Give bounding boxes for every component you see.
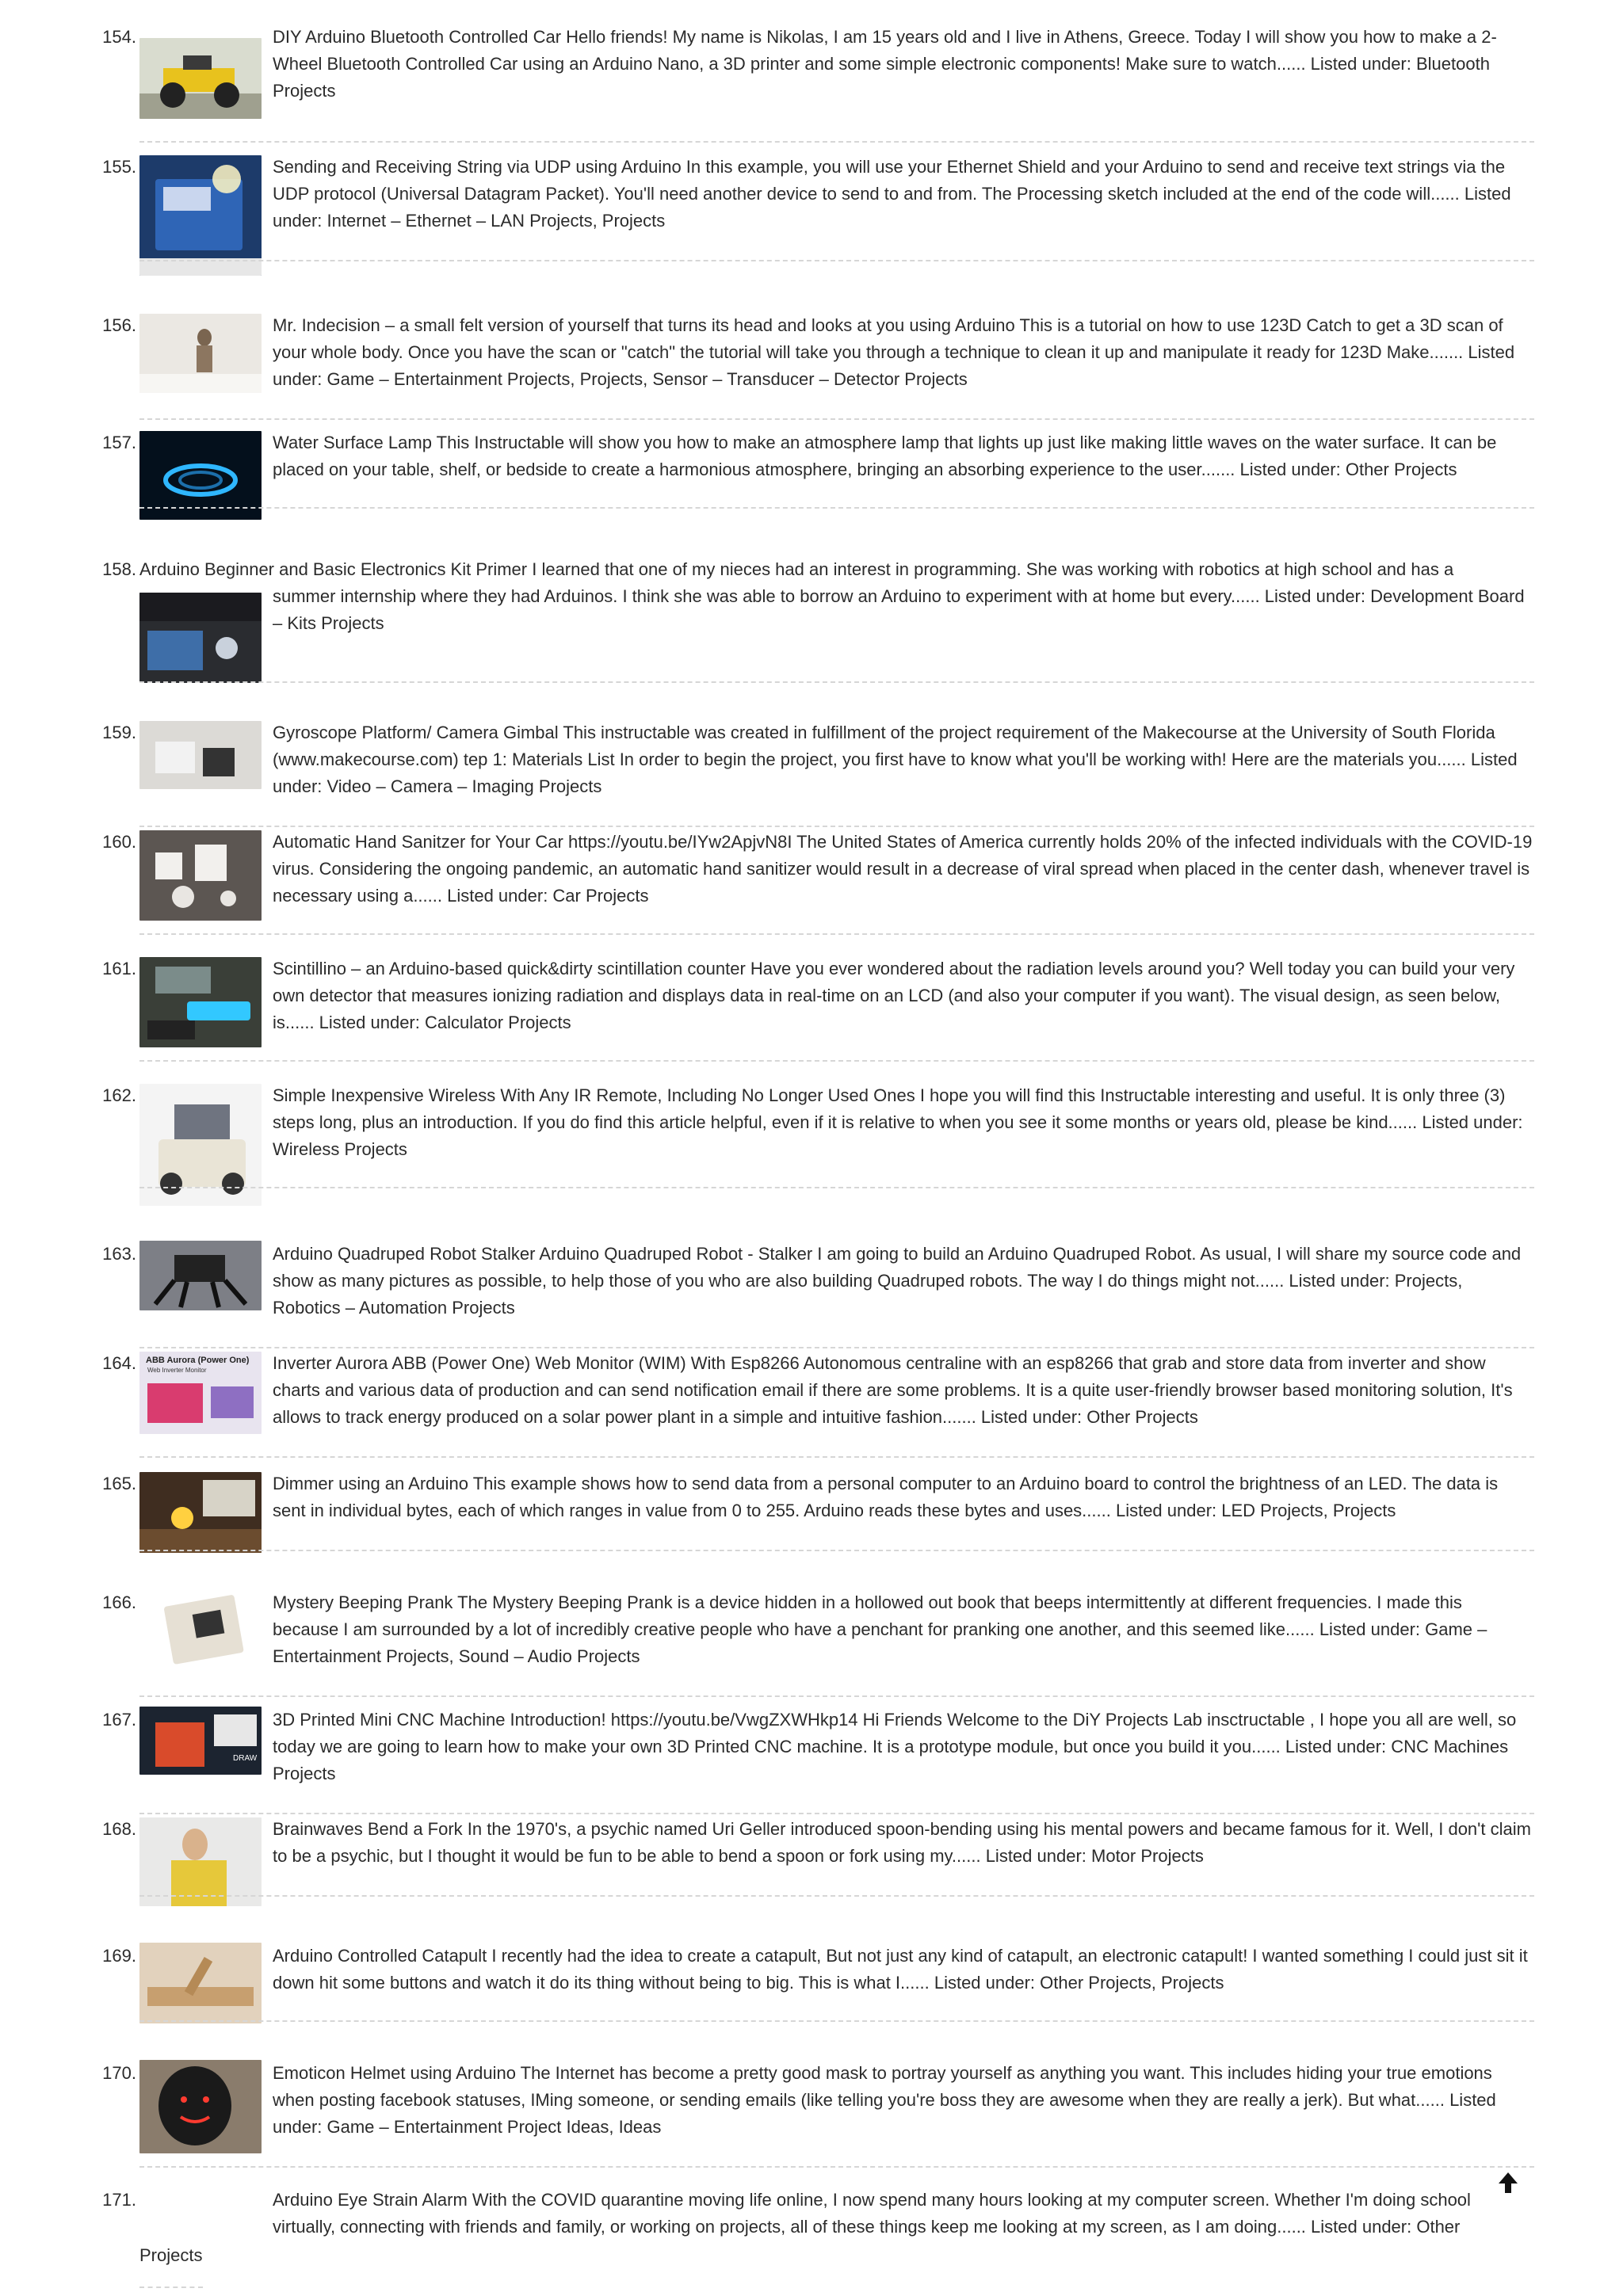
divider <box>139 141 1534 143</box>
thumb-subcaption: Web Inverter Monitor <box>147 1367 207 1374</box>
item-description: Emoticon Helmet using Arduino The Internet has become a pretty good mask to portray yourself as anything you want. This includes hiding your true emotions when posting facebook statuses, IMing someone, or sending emails (like telling you're boss they are awesome when they are really a jerk). But what...... Listed under: Game – Entertainment Project Ideas, Ideas <box>273 2063 1496 2137</box>
item-number: 164. <box>102 1353 136 1373</box>
divider <box>139 507 1534 509</box>
item-description: Gyroscope Platform/ Camera Gimbal This instructable was created in fulfillment of the project requirement of the Makecourse at the University of South Florida (www.makecourse.com) tep 1: Materials List In order to begin the project, you first have to know what you'll be working with! Here are the materials you...... Listed under: Video – Camera – Imaging Projects <box>273 723 1518 796</box>
divider <box>139 2286 203 2288</box>
thumbnail-image[interactable] <box>139 1817 262 1906</box>
item-description: Arduino Quadruped Robot Stalker Arduino Quadruped Robot - Stalker I am going to build an Arduino Quadruped Robot. As usual, I will share my source code and show as many pictures as possible, to help those of you who are also building Quadruped robots. The way I do things might not...... Listed under: Projects, Robotics – Automation Projects <box>273 1244 1522 1318</box>
thumbnail-image[interactable] <box>139 314 262 393</box>
item-number: 170. <box>102 2063 136 2083</box>
item-number: 159. <box>102 723 136 742</box>
item-description: 3D Printed Mini CNC Machine Introduction! https://youtu.be/VwgZXWHkp14 Hi Friends Welcome to the DiY Projects Lab insctructable , I hope you all are well, so today we are going to learn how to make your own 3D Printed CNC machine. It is a prototype module, but once you build it you...... Listed under: CNC Machines Projects <box>273 1710 1517 1783</box>
divider <box>139 1813 1534 1814</box>
thumbnail-image[interactable] <box>139 721 262 789</box>
item-number: 158. <box>102 559 136 579</box>
divider <box>139 933 1534 935</box>
thumbnail-image[interactable] <box>139 1707 262 1775</box>
thumbnail-image[interactable] <box>139 38 262 119</box>
divider <box>139 1347 1534 1348</box>
item-title-line: Arduino Beginner and Basic Electronics Kit Primer I learned that one of my nieces had an interest in programming. She was working with robotics at high school and has a <box>139 559 1454 579</box>
divider <box>139 681 1534 683</box>
item-description: Inverter Aurora ABB (Power One) Web Monitor (WIM) With Esp8266 Autonomous centraline with an esp8266 that grab and store data from inverter and show charts and various data of production and can send notification email if there are some problems. It is a quite user-friendly browser based monitoring solution, It's allows to track energy produced on a solar power plant in a simple and intuitive fashion....... Listed under: Other Projects <box>273 1353 1513 1427</box>
item-description: summer internship where they had Arduinos. I think she was able to borrow an Arduino to experiment with at home but every...... Listed under: Development Board – Kits Projects <box>273 586 1525 633</box>
thumbnail-image[interactable] <box>139 957 262 1047</box>
divider <box>139 2020 1534 2022</box>
thumbnail-image[interactable] <box>139 2060 262 2153</box>
item-number: 168. <box>102 1819 136 1839</box>
item-number: 166. <box>102 1592 136 1612</box>
item-number: 171. <box>102 2190 136 2210</box>
item-description: Simple Inexpensive Wireless With Any IR Remote, Including No Longer Used Ones I hope you will find this Instructable interesting and useful. It is only three (3) steps long, plus an introduction. If you do find this article helpful, even if it is relative to when you see it some months or years old, please be kind...... Listed under: Wireless Projects <box>273 1085 1523 1159</box>
item-number: 162. <box>102 1085 136 1105</box>
item-description: Mystery Beeping Prank The Mystery Beeping Prank is a device hidden in a hollowed out book that beeps intermittently at different frequencies. I made this because I am surrounded by a lot of incredibly creative people who have a penchant for pranking one another, and this seemed like...... Listed under: Game – Entertainment Projects, Sound – Audio Projects <box>273 1592 1487 1666</box>
divider <box>139 1895 1534 1897</box>
item-description-trail: Projects <box>139 2245 203 2265</box>
item-description: Arduino Controlled Catapult I recently had the idea to create a catapult, But not just any kind of catapult, an electronic catapult! I wanted something I could just sit it down hit some buttons and watch it do its thing without being to big. This is what I...... Listed under: Other Projects, Projects <box>273 1946 1528 1993</box>
divider <box>139 1060 1534 1062</box>
item-description: Water Surface Lamp This Instructable will show you how to make an atmosphere lamp that lights up just like making little waves on the water surface. It can be placed on your table, shelf, or bedside to create a harmonious atmosphere, bringing an absorbing experience to the user....... Listed under: Other Projects <box>273 433 1497 479</box>
divider <box>139 1695 1534 1697</box>
item-number: 160. <box>102 832 136 852</box>
item-description: Arduino Eye Strain Alarm With the COVID quarantine moving life online, I now spend many hours looking at my computer screen. Whether I'm doing school virtually, connecting with friends and family, or working on projects, all of these things keep me looking at my screen, as I am doing...... Listed under: Other <box>273 2190 1471 2237</box>
divider <box>139 1456 1534 1458</box>
divider <box>139 418 1534 420</box>
thumb-caption: ABB Aurora (Power One) <box>146 1356 250 1365</box>
thumbnail-image[interactable] <box>139 1241 262 1310</box>
item-number: 163. <box>102 1244 136 1264</box>
thumbnail-image[interactable] <box>139 155 262 276</box>
item-description: Scintillino – an Arduino-based quick&dirty scintillation counter Have you ever wondered about the radiation levels around you? Well today you can build your very own detector that measures ionizing radiation and displays data in real-time on an LCD (and also your computer if you want). The visual design, as seen below, is...... Listed under: Calculator Projects <box>273 959 1515 1032</box>
item-description: Sending and Receiving String via UDP using Arduino In this example, you will use your Ethernet Shield and your Arduino to send and receive text strings via the UDP protocol (Universal Datagram Packet). You'll need another device to send to and from. The Processing sketch included at the end of the code will...... Listed under: Internet – Ethernet – LAN Projects, Projects <box>273 157 1511 231</box>
divider <box>139 1187 1534 1188</box>
item-description: Brainwaves Bend a Fork In the 1970's, a psychic named Uri Geller introduced spoon-bending using his mental powers and became famous for it. Well, I don't claim to be a psychic, but I thought it would be fun to be able to bend a spoon or fork using my...... Listed under: Motor Projects <box>273 1819 1531 1866</box>
item-number: 167. <box>102 1710 136 1730</box>
item-number: 154. <box>102 27 136 47</box>
thumbnail-image[interactable] <box>139 1943 262 2023</box>
divider <box>139 826 1534 827</box>
item-number: 161. <box>102 959 136 978</box>
item-description: Mr. Indecision – a small felt version of yourself that turns its head and looks at you using Arduino This is a tutorial on how to use 123D Catch to get a 3D scan of your whole body. Once you have the scan or "catch" the tutorial will take you through a technique to clean it up and manipulate it ready for 123D Make....... Listed under: Game – Entertainment Projects, Projects, Sensor – Transducer – Detector Projects <box>273 315 1515 389</box>
thumbnail-image[interactable] <box>139 1352 262 1434</box>
divider <box>139 260 1534 261</box>
item-number: 165. <box>102 1474 136 1493</box>
thumb-caption: DRAW <box>233 1754 258 1763</box>
item-description: DIY Arduino Bluetooth Controlled Car Hello friends! My name is Nikolas, I am 15 years old and I live in Athens, Greece. Today I will show you how to make a 2-Wheel Bluetooth Controlled Car using an Arduino Nano, a 3D printer and some simple electronic components! Make sure to watch...... Listed under: Bluetooth Projects <box>273 27 1497 101</box>
thumbnail-image[interactable] <box>139 1472 262 1553</box>
item-description: Dimmer using an Arduino This example shows how to send data from a personal computer to an Arduino board to control the brightness of an LED. The data is sent in individual bytes, each of which ranges in value from 0 to 255. Arduino reads these bytes and uses...... Listed under: LED Projects, Projects <box>273 1474 1499 1520</box>
thumbnail-image[interactable] <box>139 830 262 921</box>
divider <box>139 1550 1534 1551</box>
item-number: 169. <box>102 1946 136 1966</box>
item-number: 156. <box>102 315 136 335</box>
item-number: 157. <box>102 433 136 452</box>
thumbnail-image[interactable] <box>139 593 262 683</box>
divider <box>139 2166 1534 2168</box>
thumbnail-image[interactable] <box>139 1589 262 1669</box>
item-description: Automatic Hand Sanitzer for Your Car https://youtu.be/IYw2ApjvN8I The United States of America currently holds 20% of the infected individuals with the COVID-19 virus. Considering the ongoing pandemic, an automatic hand sanitizer would result in a decrease of viral spread when placed in the center dash, whenever travel is necessary using a...... Listed under: Car Projects <box>273 832 1533 906</box>
up-arrow-icon[interactable] <box>1496 2171 1520 2195</box>
item-number: 155. <box>102 157 136 177</box>
